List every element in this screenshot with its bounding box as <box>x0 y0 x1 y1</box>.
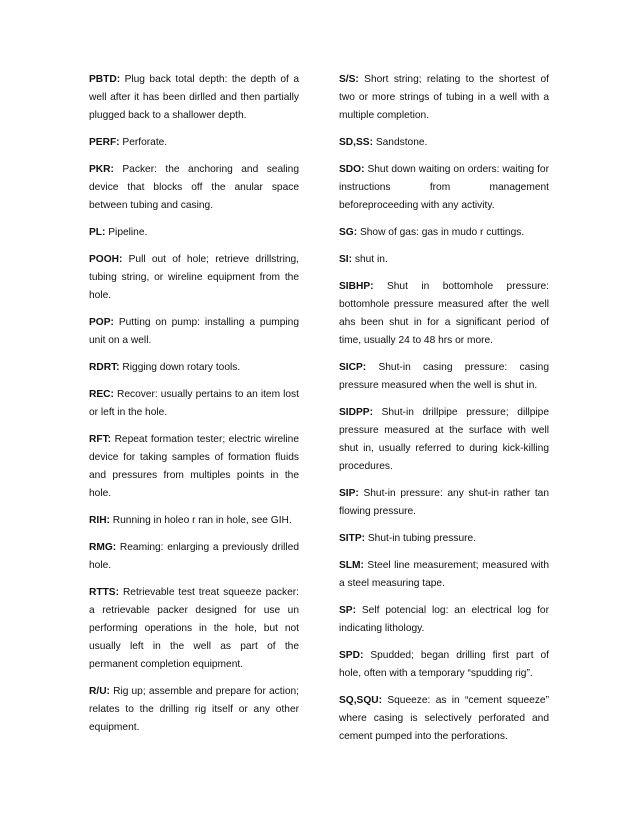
glossary-definition: Shut down waiting on orders: waiting for instructions from management beforeproceeding with any activity. <box>339 164 549 211</box>
glossary-entry <box>89 386 299 422</box>
glossary-entry <box>339 692 549 746</box>
glossary-definition: Short string; relating to the shortest of two or more strings of tubing in a well with a multiple completion. <box>339 74 549 121</box>
glossary-term: PKR: <box>89 164 114 175</box>
glossary-definition: Retrievable test treat squeeze packer: a retrievable packer designed for use un performing operations in the hole, but not usually left in the well as part of the permanent completion equipment. <box>89 587 299 670</box>
glossary-definition: shut in. <box>354 254 388 265</box>
glossary-entry <box>339 278 549 350</box>
glossary-term: SDO: <box>339 164 365 175</box>
glossary-definition: Putting on pump: installing a pumping unit on a well. <box>89 317 299 346</box>
glossary-term: RTTS: <box>89 587 119 598</box>
glossary-entry <box>339 134 549 152</box>
glossary-entry <box>89 512 299 530</box>
glossary-entry <box>89 683 299 737</box>
glossary-definition: Rigging down rotary tools. <box>122 362 241 373</box>
glossary-entry <box>89 584 299 674</box>
glossary-term: RMG: <box>89 542 117 553</box>
glossary-entry <box>89 251 299 305</box>
glossary-term: PERF: <box>89 137 120 148</box>
glossary-definition: Perforate. <box>122 137 168 148</box>
glossary-term: SG: <box>339 227 358 238</box>
glossary-entry <box>89 224 299 242</box>
glossary-entry <box>339 251 549 269</box>
glossary-entry <box>89 359 299 377</box>
glossary-term: REC: <box>89 389 114 400</box>
glossary-term: SIDPP: <box>339 407 373 418</box>
glossary-term: SP: <box>339 605 356 616</box>
glossary-column-right <box>339 71 549 755</box>
glossary-entry <box>339 404 549 476</box>
glossary-definition: Repeat formation tester; electric wireline device for taking samples of formation fluids and pressures from multiples points in the hole. <box>89 434 299 499</box>
glossary-definition: Pull out of hole; retrieve drillstring, tubing string, or wireline equipment from the hole. <box>89 254 299 301</box>
glossary-entry <box>89 161 299 215</box>
glossary-entry <box>89 71 299 125</box>
glossary-entry <box>339 530 549 548</box>
glossary-entry <box>89 539 299 575</box>
glossary-entry <box>339 71 549 125</box>
glossary-entry <box>339 161 549 215</box>
glossary-term: SLM: <box>339 560 364 571</box>
glossary-term: SQ,SQU: <box>339 695 383 706</box>
glossary-term: SIP: <box>339 488 359 499</box>
glossary-definition: Steel line measurement; measured with a steel measuring tape. <box>339 560 549 589</box>
glossary-term: RIH: <box>89 515 110 526</box>
glossary-term: SIBHP: <box>339 281 374 292</box>
glossary-definition: Recover: usually pertains to an item lost or left in the hole. <box>89 389 299 418</box>
glossary-term: SD,SS: <box>339 137 373 148</box>
glossary-entry <box>339 602 549 638</box>
glossary-definition: Sandstone. <box>375 137 428 148</box>
glossary-term: R/U: <box>89 686 110 697</box>
glossary-term: PL: <box>89 227 106 238</box>
glossary-entry <box>339 647 549 683</box>
glossary-column-left <box>89 71 299 746</box>
glossary-definition: Shut-in pressure: any shut-in rather tan flowing pressure. <box>339 488 549 517</box>
glossary-definition: Packer: the anchoring and sealing device that blocks off the anular space between tubing and casing. <box>89 164 299 211</box>
glossary-definition: Spudded; began drilling first part of hole, often with a temporary “spudding rig”. <box>339 650 549 679</box>
glossary-definition: Shut-in drillpipe pressure; dillpipe pressure measured at the surface with well shut in, usually referred to during kick-killing procedures. <box>339 407 549 472</box>
glossary-definition: Running in holeo r ran in hole, see GIH. <box>112 515 292 526</box>
glossary-definition: Reaming: enlarging a previously drilled hole. <box>89 542 299 571</box>
glossary-term: RDRT: <box>89 362 120 373</box>
glossary-term: S/S: <box>339 74 359 85</box>
glossary-entry <box>89 134 299 152</box>
glossary-definition: Plug back total depth: the depth of a well after it has been dirlled and then partially plugged back to a shallower depth. <box>89 74 299 121</box>
glossary-term: SPD: <box>339 650 364 661</box>
glossary-definition: Squeeze: as in “cement squeeze” where casing is selectively perforated and cement pumped into the perforations. <box>339 695 549 742</box>
glossary-term: SICP: <box>339 362 367 373</box>
glossary-term: PBTD: <box>89 74 121 85</box>
glossary-definition: Shut in bottomhole pressure: bottomhole pressure measured after the well ahs been shut in for a significant period of time, usually 24 to 48 hrs or more. <box>339 281 549 346</box>
glossary-term: POOH: <box>89 254 123 265</box>
glossary-term: SITP: <box>339 533 366 544</box>
glossary-entry <box>339 485 549 521</box>
glossary-entry <box>89 314 299 350</box>
glossary-term: RFT: <box>89 434 112 445</box>
glossary-entry <box>339 224 549 242</box>
glossary-entry <box>89 431 299 503</box>
glossary-definition: Pipeline. <box>108 227 148 238</box>
glossary-entry <box>339 359 549 395</box>
glossary-term: SI: <box>339 254 353 265</box>
glossary-definition: Show of gas: gas in mudo r cuttings. <box>359 227 525 238</box>
glossary-entry <box>339 557 549 593</box>
glossary-term: POP: <box>89 317 114 328</box>
glossary-definition: Shut-in casing pressure: casing pressure measured when the well is shut in. <box>339 362 549 391</box>
glossary-definition: Self potencial log: an electrical log for indicating lithology. <box>339 605 549 634</box>
glossary-definition: Rig up; assemble and prepare for action; relates to the drilling rig itself or any other equipment. <box>89 686 300 733</box>
glossary-definition: Shut-in tubing pressure. <box>367 533 477 544</box>
